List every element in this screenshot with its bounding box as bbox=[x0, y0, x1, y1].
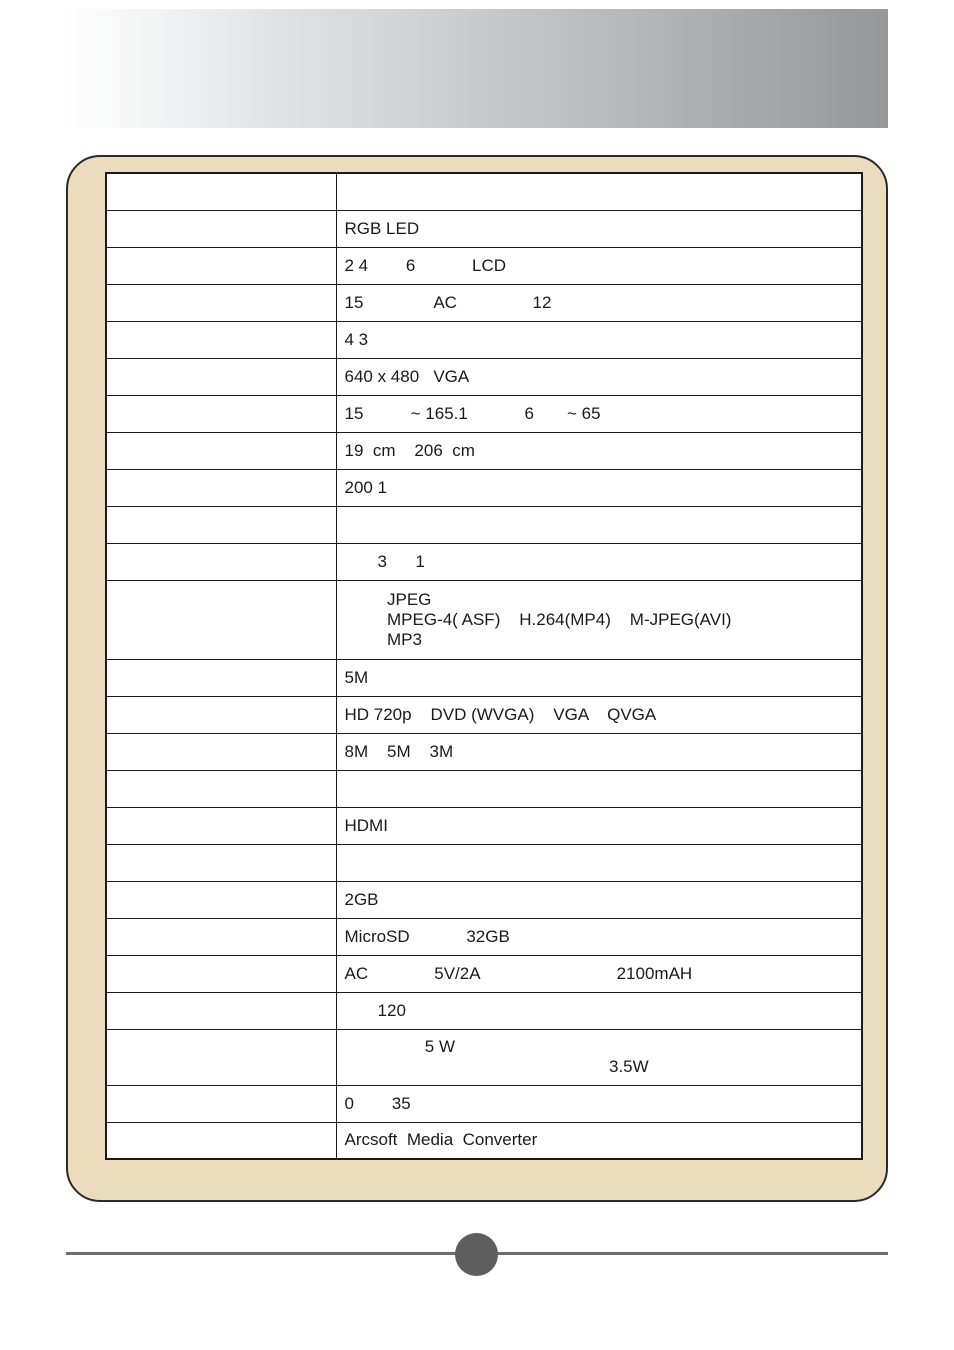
spec-row bbox=[106, 1085, 862, 1122]
spec-value bbox=[336, 881, 862, 918]
spec-value-line: 2 4 6 LCD bbox=[344, 255, 507, 275]
spec-value-line: 120 bbox=[344, 1000, 406, 1020]
spec-label bbox=[106, 1029, 336, 1085]
spec-label bbox=[106, 580, 336, 659]
page-number-dot bbox=[455, 1233, 498, 1276]
spec-table bbox=[105, 172, 863, 1160]
spec-value-line: 200 1 bbox=[344, 477, 388, 497]
spec-value bbox=[336, 358, 862, 395]
spec-value bbox=[336, 733, 862, 770]
spec-row bbox=[106, 1122, 862, 1159]
spec-row bbox=[106, 955, 862, 992]
spec-value bbox=[336, 1029, 862, 1085]
spec-value-line: 3 1 bbox=[344, 551, 425, 571]
spec-value bbox=[336, 506, 862, 543]
spec-value-line: MicroSD 32GB bbox=[344, 926, 510, 946]
spec-row bbox=[106, 395, 862, 432]
spec-label bbox=[106, 247, 336, 284]
spec-row bbox=[106, 807, 862, 844]
spec-value bbox=[336, 844, 862, 881]
spec-table-body bbox=[106, 173, 862, 1159]
spec-label bbox=[106, 659, 336, 696]
spec-value bbox=[336, 696, 862, 733]
spec-value bbox=[336, 247, 862, 284]
spec-label bbox=[106, 918, 336, 955]
spec-label bbox=[106, 1122, 336, 1159]
spec-value bbox=[336, 432, 862, 469]
spec-value-line: 5M bbox=[344, 667, 369, 687]
spec-row bbox=[106, 469, 862, 506]
spec-row bbox=[106, 358, 862, 395]
spec-value-line: 15 ~ 165.1 6 ~ 65 bbox=[344, 403, 601, 423]
spec-label bbox=[106, 321, 336, 358]
spec-value bbox=[336, 284, 862, 321]
spec-value bbox=[336, 659, 862, 696]
spec-value bbox=[336, 918, 862, 955]
spec-row bbox=[106, 173, 862, 210]
spec-label bbox=[106, 395, 336, 432]
spec-value-line: 15 AC 12 bbox=[344, 292, 552, 312]
spec-value-line: 4 3 bbox=[344, 329, 369, 349]
spec-label bbox=[106, 881, 336, 918]
spec-label bbox=[106, 173, 336, 210]
spec-label bbox=[106, 844, 336, 881]
spec-value bbox=[336, 580, 862, 659]
spec-value bbox=[336, 1122, 862, 1159]
spec-value bbox=[336, 807, 862, 844]
spec-value bbox=[336, 770, 862, 807]
spec-value bbox=[336, 1085, 862, 1122]
spec-value-line: 2GB bbox=[344, 889, 379, 909]
spec-label bbox=[106, 770, 336, 807]
spec-value bbox=[336, 321, 862, 358]
spec-row bbox=[106, 770, 862, 807]
spec-value-line: HDMI bbox=[344, 815, 388, 835]
spec-value bbox=[336, 210, 862, 247]
spec-label bbox=[106, 696, 336, 733]
spec-value bbox=[336, 543, 862, 580]
spec-row bbox=[106, 321, 862, 358]
spec-value bbox=[336, 992, 862, 1029]
spec-value-line: AC 5V/2A 2100mAH bbox=[344, 963, 693, 983]
spec-value-line: 8M 5M 3M bbox=[344, 741, 454, 761]
spec-value-line: 0 35 bbox=[344, 1093, 411, 1113]
spec-value-line: Arcsoft Media Converter bbox=[344, 1130, 538, 1150]
spec-value-line: 5 W bbox=[344, 1037, 456, 1056]
spec-row bbox=[106, 210, 862, 247]
spec-value-line: RGB LED bbox=[344, 218, 420, 238]
spec-row bbox=[106, 1029, 862, 1085]
spec-row bbox=[106, 543, 862, 580]
spec-value-line: HD 720p DVD (WVGA) VGA QVGA bbox=[344, 704, 657, 724]
spec-label bbox=[106, 1085, 336, 1122]
spec-value bbox=[336, 395, 862, 432]
spec-value-line: MPEG-4( ASF) H.264(MP4) M-JPEG(AVI) bbox=[344, 609, 732, 629]
spec-value-line: 19 cm 206 cm bbox=[344, 440, 475, 460]
spec-label bbox=[106, 210, 336, 247]
spec-row bbox=[106, 580, 862, 659]
spec-value-line: 3.5W bbox=[344, 1057, 649, 1076]
header-band bbox=[66, 9, 888, 128]
spec-label bbox=[106, 432, 336, 469]
spec-row bbox=[106, 659, 862, 696]
spec-row bbox=[106, 881, 862, 918]
spec-label bbox=[106, 807, 336, 844]
spec-row bbox=[106, 506, 862, 543]
spec-value bbox=[336, 955, 862, 992]
spec-row bbox=[106, 247, 862, 284]
spec-label bbox=[106, 733, 336, 770]
spec-row bbox=[106, 918, 862, 955]
spec-value-line: MP3 bbox=[344, 629, 422, 649]
spec-label bbox=[106, 992, 336, 1029]
spec-value bbox=[336, 173, 862, 210]
spec-label bbox=[106, 543, 336, 580]
spec-label bbox=[106, 284, 336, 321]
spec-value-line: JPEG bbox=[344, 589, 432, 609]
spec-value bbox=[336, 469, 862, 506]
spec-row bbox=[106, 844, 862, 881]
spec-value-line: 640 x 480 VGA bbox=[344, 366, 470, 386]
spec-row bbox=[106, 284, 862, 321]
spec-label bbox=[106, 955, 336, 992]
spec-label bbox=[106, 358, 336, 395]
spec-row bbox=[106, 733, 862, 770]
spec-row bbox=[106, 992, 862, 1029]
spec-row bbox=[106, 432, 862, 469]
spec-label bbox=[106, 469, 336, 506]
spec-label bbox=[106, 506, 336, 543]
spec-row bbox=[106, 696, 862, 733]
